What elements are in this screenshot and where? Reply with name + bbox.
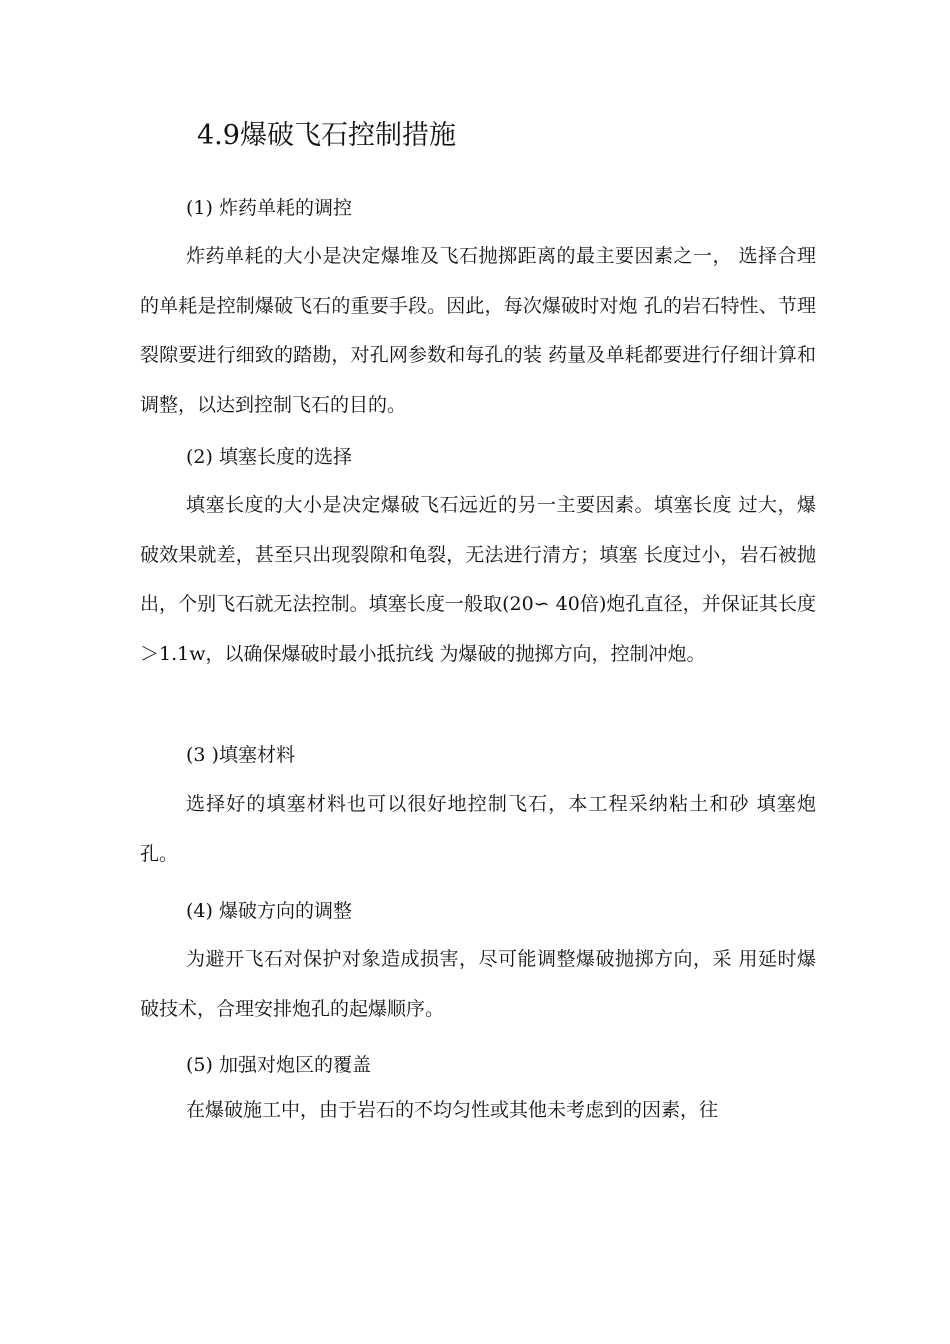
- subsection-heading-3: (3 )填塞材料: [186, 744, 295, 766]
- paragraph-3: 选择好的填塞材料也可以很好地控制飞石，本工程采纳粘土和砂 填塞炮孔。: [140, 793, 816, 865]
- paragraph-4: 为避开飞石对保护对象造成损害，尽可能调整爆破抛掷方向，采 用延时爆破技术，合理安排炮孔的起爆顺序。: [140, 948, 816, 1020]
- subsection-heading-4: (4) 爆破方向的调整: [186, 900, 352, 922]
- subsection-heading-1: (1) 炸药单耗的调控: [186, 197, 352, 219]
- paragraph-1: 炸药单耗的大小是决定爆堆及飞石抛掷距离的最主要因素之一， 选择合理的单耗是控制爆破飞石的重要手段。因此，每次爆破时对炮 孔的岩石特性、节理裂隙要进行细致的踏勘，对孔网参数和每孔的装 药量及单耗都要进行仔细计算和调整，以达到控制飞石的目的。: [140, 245, 816, 416]
- paragraph-2: 填塞长度的大小是决定爆破飞石远近的另一主要因素。填塞长度 过大，爆破效果就差，甚至只出现裂隙和龟裂，无法进行清方；填塞 长度过小，岩石被抛出，个别飞石就无法控制。填塞长度一般取(20∽ 40倍)炮孔直径，并保证其长度＞1.1w，以确保爆破时最小抵抗线 为爆破的抛掷方向，控制冲炮。: [140, 494, 816, 665]
- subsection-heading-2: (2) 填塞长度的选择: [186, 446, 352, 468]
- subsection-heading-5: (5) 加强对炮区的覆盖: [186, 1054, 371, 1076]
- section-title: 4.9爆破飞石控制措施: [197, 120, 456, 151]
- paragraph-5: 在爆破施工中，由于岩石的不均匀性或其他未考虑到的因素，往: [186, 1099, 719, 1121]
